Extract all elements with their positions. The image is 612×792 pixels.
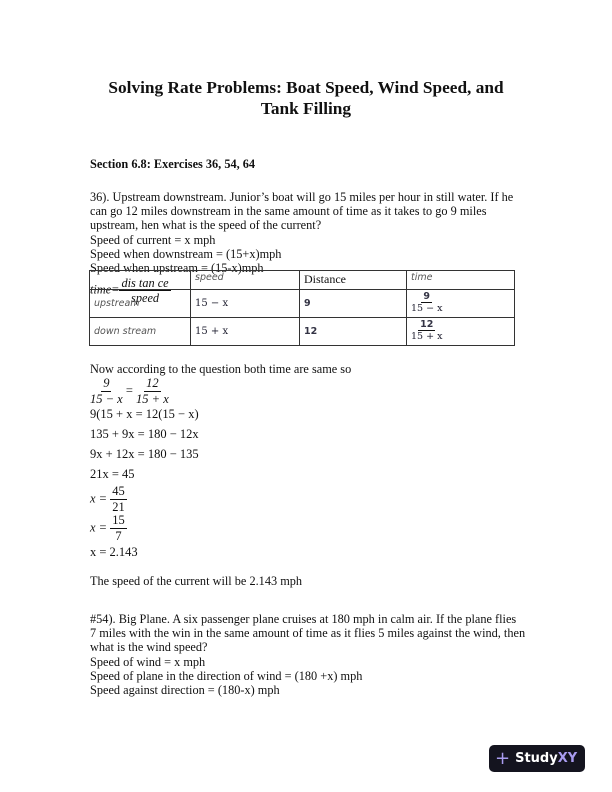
text-line: #54). Big Plane. A six passenger plane cruises at 180 mph in calm air. If the plane flies [90, 612, 517, 626]
exercise-54 [90, 612, 530, 697]
text-line: what is the wind speed? [90, 640, 208, 655]
denominator: 15 − x [411, 303, 443, 314]
row-label: upstream [90, 290, 191, 318]
lhs: x = [90, 520, 108, 535]
text-line: Speed of wind = x mph [90, 654, 206, 669]
header-cell: Distance [300, 271, 407, 290]
header-cell: speed [191, 271, 300, 290]
step: 21x = 45 [90, 467, 135, 481]
fraction-step [90, 484, 127, 515]
equals: = [125, 383, 133, 398]
numerator: dis tan ce [121, 276, 169, 291]
final-answer: x = 2.143 [90, 545, 138, 559]
denominator: 15 − x [90, 392, 123, 406]
numerator: 12 [420, 319, 434, 330]
distance-cell: 9 [300, 290, 407, 318]
denominator: speed [131, 291, 160, 306]
table-row [90, 290, 515, 318]
logo-word: Study [515, 751, 558, 766]
lhs: x = [90, 491, 108, 506]
speed-cell: 15 + x [191, 318, 300, 346]
text-line: can go 12 miles downstream in the same amount of time as it takes to go 9 miles [90, 204, 487, 219]
text-line: Speed of current = x mph [90, 232, 216, 247]
fraction-step [90, 513, 127, 544]
page-title: Solving Rate Problems: Boat Speed, Wind Speed, and Tank Filling [108, 78, 504, 118]
header-cell: time [407, 271, 515, 290]
time-cell [407, 318, 515, 346]
distance-cell: 12 [300, 318, 407, 346]
text-line: Speed against direction = (180-x) mph [90, 683, 280, 698]
text-line: Speed of plane in the direction of wind = (180 +x) mph [90, 668, 363, 683]
header-cell [90, 271, 191, 290]
numerator: 9 [103, 376, 110, 390]
speed-cell: 15 − x [191, 290, 300, 318]
text-line: 7 miles with the win in the same amount of time as it flies 5 miles against the wind, then [90, 626, 526, 641]
logo-accent: XY [557, 751, 578, 766]
equation-1 [90, 376, 169, 407]
denominator: 7 [115, 529, 122, 543]
step: 9(15 + x = 12(15 − x) [90, 407, 199, 421]
row-label: down stream [90, 318, 191, 346]
text-line: Speed when upstream = (15-x)mph [90, 261, 264, 276]
text-line: Speed when downstream = (15+x)mph [90, 246, 282, 261]
logo-text [515, 751, 577, 766]
step: 9x + 12x = 180 − 135 [90, 447, 199, 461]
section-heading: Section 6.8: Exercises 36, 54, 64 [90, 157, 256, 171]
rate-table [89, 270, 515, 346]
text-line: 36). Upstream downstream. Junior’s boat will go 15 miles per hour in still water. If he [90, 190, 514, 204]
numerator: 45 [112, 484, 125, 498]
studyxy-logo [489, 745, 585, 772]
denominator: 21 [112, 500, 125, 514]
conclusion: The speed of the current will be 2.143 mph [90, 574, 303, 588]
formula-lhs: time= [90, 282, 120, 297]
solution-intro: Now according to the question both time are same so [90, 362, 352, 376]
denominator: 15 + x [136, 392, 169, 406]
step: 135 + 9x = 180 − 12x [90, 427, 199, 441]
table-header-row [90, 271, 515, 290]
numerator: 12 [146, 376, 159, 390]
time-cell [407, 290, 515, 318]
plus-icon: + [495, 748, 511, 769]
denominator: 15 + x [411, 331, 443, 342]
table-row [90, 318, 515, 346]
numerator: 15 [112, 513, 125, 527]
numerator: 9 [423, 291, 431, 302]
text-line: upstream, hen what is the speed of the current? [90, 218, 322, 233]
